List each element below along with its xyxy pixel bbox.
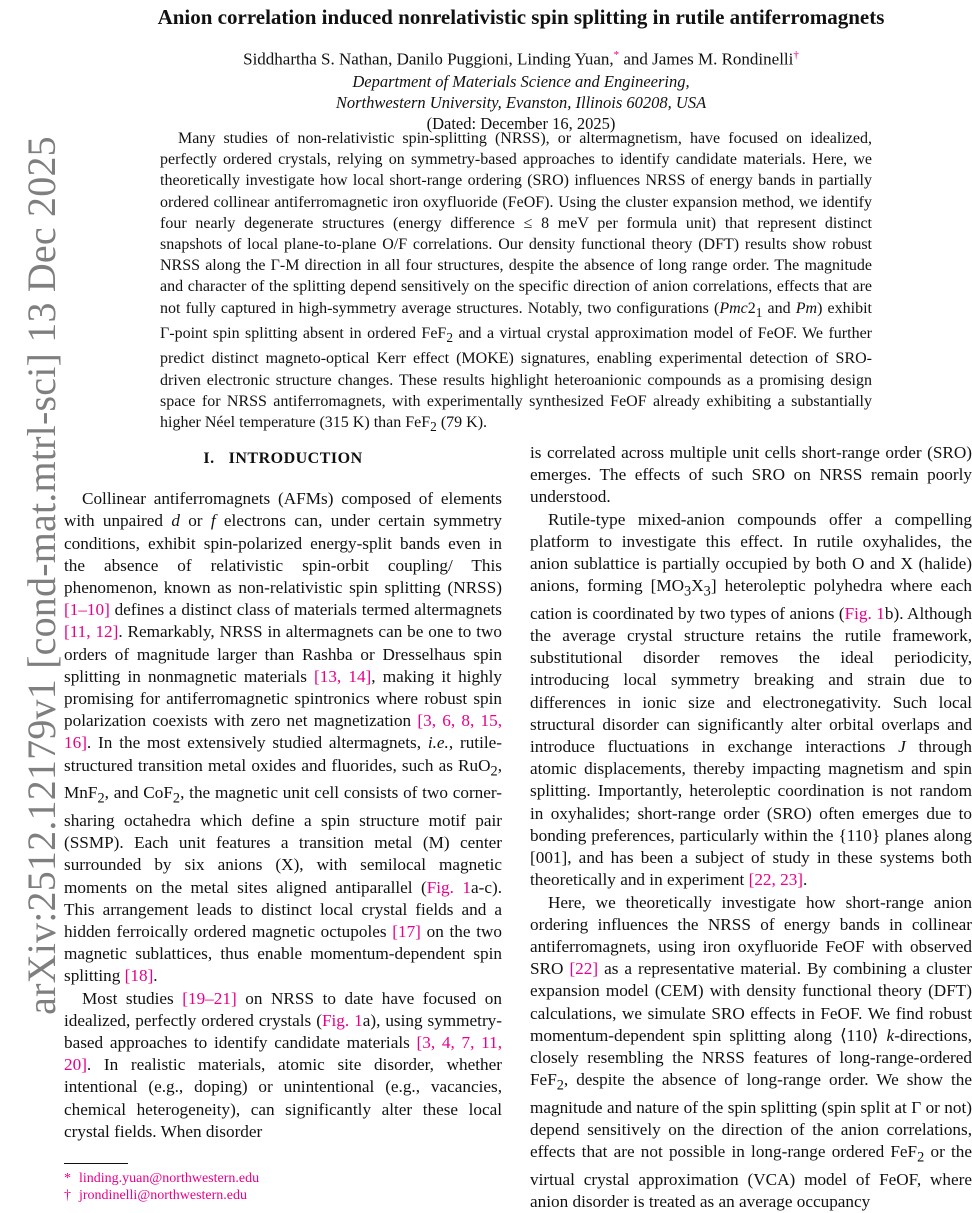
paragraph: Here, we theoretically investigate how short-range anion ordering influences the NRSS of energy bands in collinear antiferromagnets, using iron oxyfluoride FeOF with observed SRO [22] as a representative material. By combining a cluster expansion model (CEM) with density functional theory (DFT) calculations, we simulate SRO effects in FeOF. We find robust momentum-dependent spin splitting along ⟨110⟩ k-directions, closely resembling the NRSS features of long-range-ordered FeF$_2$, despite the absence of long-range order. We show the magnitude and nature of the spin splitting (spin split at Γ or not) depend sensitively on the direction of the anion correlations, effects that are not possible in long-range ordered FeF$_2$ or the virtual crystal approximation (VCA) model of FeOF, where anion disorder is treated as an average occupancy (530, 892, 972, 1213)
section-heading (64, 448, 502, 470)
left-column (64, 442, 502, 1143)
date-line: (Dated: December 16, 2025) (70, 113, 972, 134)
abstract-text-4: (79 K). (437, 414, 487, 431)
subscript: 2 (430, 419, 437, 434)
abstract-and: and (762, 300, 795, 317)
affiliation-line-2: Northwestern University, Evanston, Illinois 60208, USA (70, 92, 972, 113)
citation-link[interactable]: [3, 6, 8, 15, 16] (64, 711, 502, 752)
affiliation-line-1: Department of Materials Science and Engineering, (70, 71, 972, 92)
author-footnote-link-2[interactable]: † (793, 49, 799, 61)
footnotes (64, 1170, 259, 1204)
paragraph: Rutile-type mixed-anion compounds offer a compelling platform to investigate this effect. In rutile oxyhalides, the anion sublattice is partially occupied by both O and X (halide) anions, forming $[MO_3X_3]$ heteroleptic polyhedra where each cation is coordinated by two types of anions (Fig. 1b). Although the average crystal structure retains the rutile framework, substitutional disorder removes the ideal periodicity, introducing local symmetry breaking and strain due to differences in ionic size and electronegativity. Such local structural disorder can significantly alter orbital overlaps and introduce fluctuations in exchange interactions J through atomic displacements, thereby impacting magnetism and spin splitting. Importantly, heteroleptic coordination is not random in oxyhalides; short-range order (SRO) often emerges due to bonding preferences, particularly within the {110} planes along [001], and has been a subject of study in these systems both theoretically and in experiment [22, 23]. (530, 509, 972, 892)
citation-link[interactable]: [22, 23] (749, 870, 803, 889)
figure-link[interactable]: Fig. 1 (427, 878, 471, 897)
email-link-1[interactable]: linding.yuan@northwestern.edu (79, 1171, 259, 1186)
abstract-text-1: Many studies of non-relativistic spin-splitting (NRSS), or altermagnetism, have focused on idealized, perfectly ordered crystals, relying on symmetry-based approaches to identify candidate materials. Here, we theoretically investigate how local short-range ordering (SRO) influences NRSS of energy bands in partially ordered collinear antiferromagnetic iron oxyfluoride (FeOF). Using the cluster expansion method, we identify four nearly degenerate structures (energy difference ≤ 8 meV per formula unit) that represent distinct snapshots of local plane-to-plane O/F correlations. Our density functional theory (DFT) results show robust NRSS along the Γ-M direction in all four structures, despite the absence of long range order. The magnitude and character of the splitting depend sensitively on the specific direction of anion correlations, effects that are not fully captured in high-symmetry average structures. Notably, two configurations ( (160, 130, 872, 317)
arxiv-id: arXiv:2512.12179v1 [cond-mat.mtrl-sci] 13 Dec 2025 (18, 136, 65, 1015)
section-number: I. (203, 450, 214, 467)
right-column (530, 442, 972, 1213)
citation-link[interactable]: [1–10] (64, 600, 110, 619)
paper-title: Anion correlation induced nonrelativistic spin splitting in rutile antiferromagnets (70, 4, 972, 30)
space-group-pm: Pm (796, 300, 817, 317)
authors-last: and James M. Rondinelli (619, 50, 793, 69)
space-group-digit: 2 (748, 300, 756, 317)
abstract-text-2: ) exhibit Γ-point spin splitting absent in ordered FeF (160, 300, 872, 342)
paragraph: is correlated across multiple unit cells short-range order (SRO) emerges. The effects of such SRO on NRSS remain poorly understood. (530, 442, 972, 509)
citation-link[interactable]: [19–21] (182, 989, 236, 1008)
author-list (70, 44, 972, 71)
footnote-rule (64, 1163, 128, 1164)
citation-link[interactable]: [3, 4, 7, 11, 20] (64, 1033, 502, 1074)
authors-first: Siddhartha S. Nathan, Danilo Puggioni, Linding Yuan, (243, 50, 614, 69)
citation-link[interactable]: [13, 14] (314, 667, 371, 686)
space-group-sub: 1 (756, 305, 763, 320)
citation-link[interactable]: [11, 12] (64, 622, 118, 641)
author-footnote-link-1[interactable]: * (614, 49, 620, 61)
abstract-text-3: and a virtual crystal approximation model of FeOF. We further predict distinct magneto-optical Kerr effect (MOKE) signatures, enabling experimental detection of SRO-driven electronic structure changes. These results highlight heteroanionic compounds as a promising design space for NRSS antiferromagnets, with experimentally synthesized FeOF already exhibiting a substantially higher Néel temperature (315 K) than FeF (160, 325, 872, 431)
space-group-pmc: Pmc (719, 300, 747, 317)
subscript: 2 (446, 330, 453, 345)
section-title: INTRODUCTION (229, 450, 363, 467)
paragraph: Collinear antiferromagnets (AFMs) composed of elements with unpaired d or f electrons can, under certain symmetry conditions, exhibit spin-polarized energy-split bands even in the absence of relativistic spin-orbit coupling/ This phenomenon, known as non-relativistic spin splitting (NRSS) [1–10] defines a distinct class of materials termed altermagnets [11, 12]. Remarkably, NRSS in altermagnets can be one to two orders of magnitude larger than Rashba or Dresselhaus spin splitting in nonmagnetic materials [13, 14], making it highly promising for antiferromagnetic spintronics where robust spin polarization coexists with zero net magnetization [3, 6, 8, 15, 16]. In the most extensively studied altermagnets, i.e., rutile-structured transition metal oxides and fluorides, such as RuO$_2$, MnF$_2$, and CoF$_2$, the magnetic unit cell consists of two corner-sharing octahedra which define a spin structure motif pair (SSMP). Each unit features a transition metal (M) center surrounded by six anions (X), with semilocal magnetic moments on the metal sites aligned antiparallel (Fig. 1a-c). This arrangement leads to distinct local crystal fields and a hidden ferroically ordered magnetic octupoles [17] on the two magnetic sublattices, thus enable momentum-dependent spin splitting [18]. (64, 488, 502, 987)
figure-link[interactable]: Fig. 1 (845, 604, 885, 623)
arxiv-stamp (12, 140, 70, 1010)
figure-link[interactable]: Fig. 1 (322, 1011, 363, 1030)
footnote-1: * linding.yuan@northwestern.edu (64, 1170, 259, 1187)
citation-link[interactable]: [17] (392, 922, 421, 941)
paragraph: Most studies [19–21] on NRSS to date have focused on idealized, perfectly ordered crystals (Fig. 1a), using symmetry-based approaches to identify candidate materials [3, 4, 7, 11, 20]. In realistic materials, atomic site disorder, whether intentional (e.g., doping) or unintentional (e.g., vacancies, chemical heterogeneity), can significantly alter these local crystal fields. When disorder (64, 988, 502, 1143)
email-link-2[interactable]: jrondinelli@northwestern.edu (79, 1188, 247, 1203)
citation-link[interactable]: [22] (569, 959, 598, 978)
citation-link[interactable]: [18] (125, 966, 154, 985)
abstract (160, 128, 872, 437)
footnote-2: † jrondinelli@northwestern.edu (64, 1187, 259, 1204)
paper-header (70, 0, 972, 134)
